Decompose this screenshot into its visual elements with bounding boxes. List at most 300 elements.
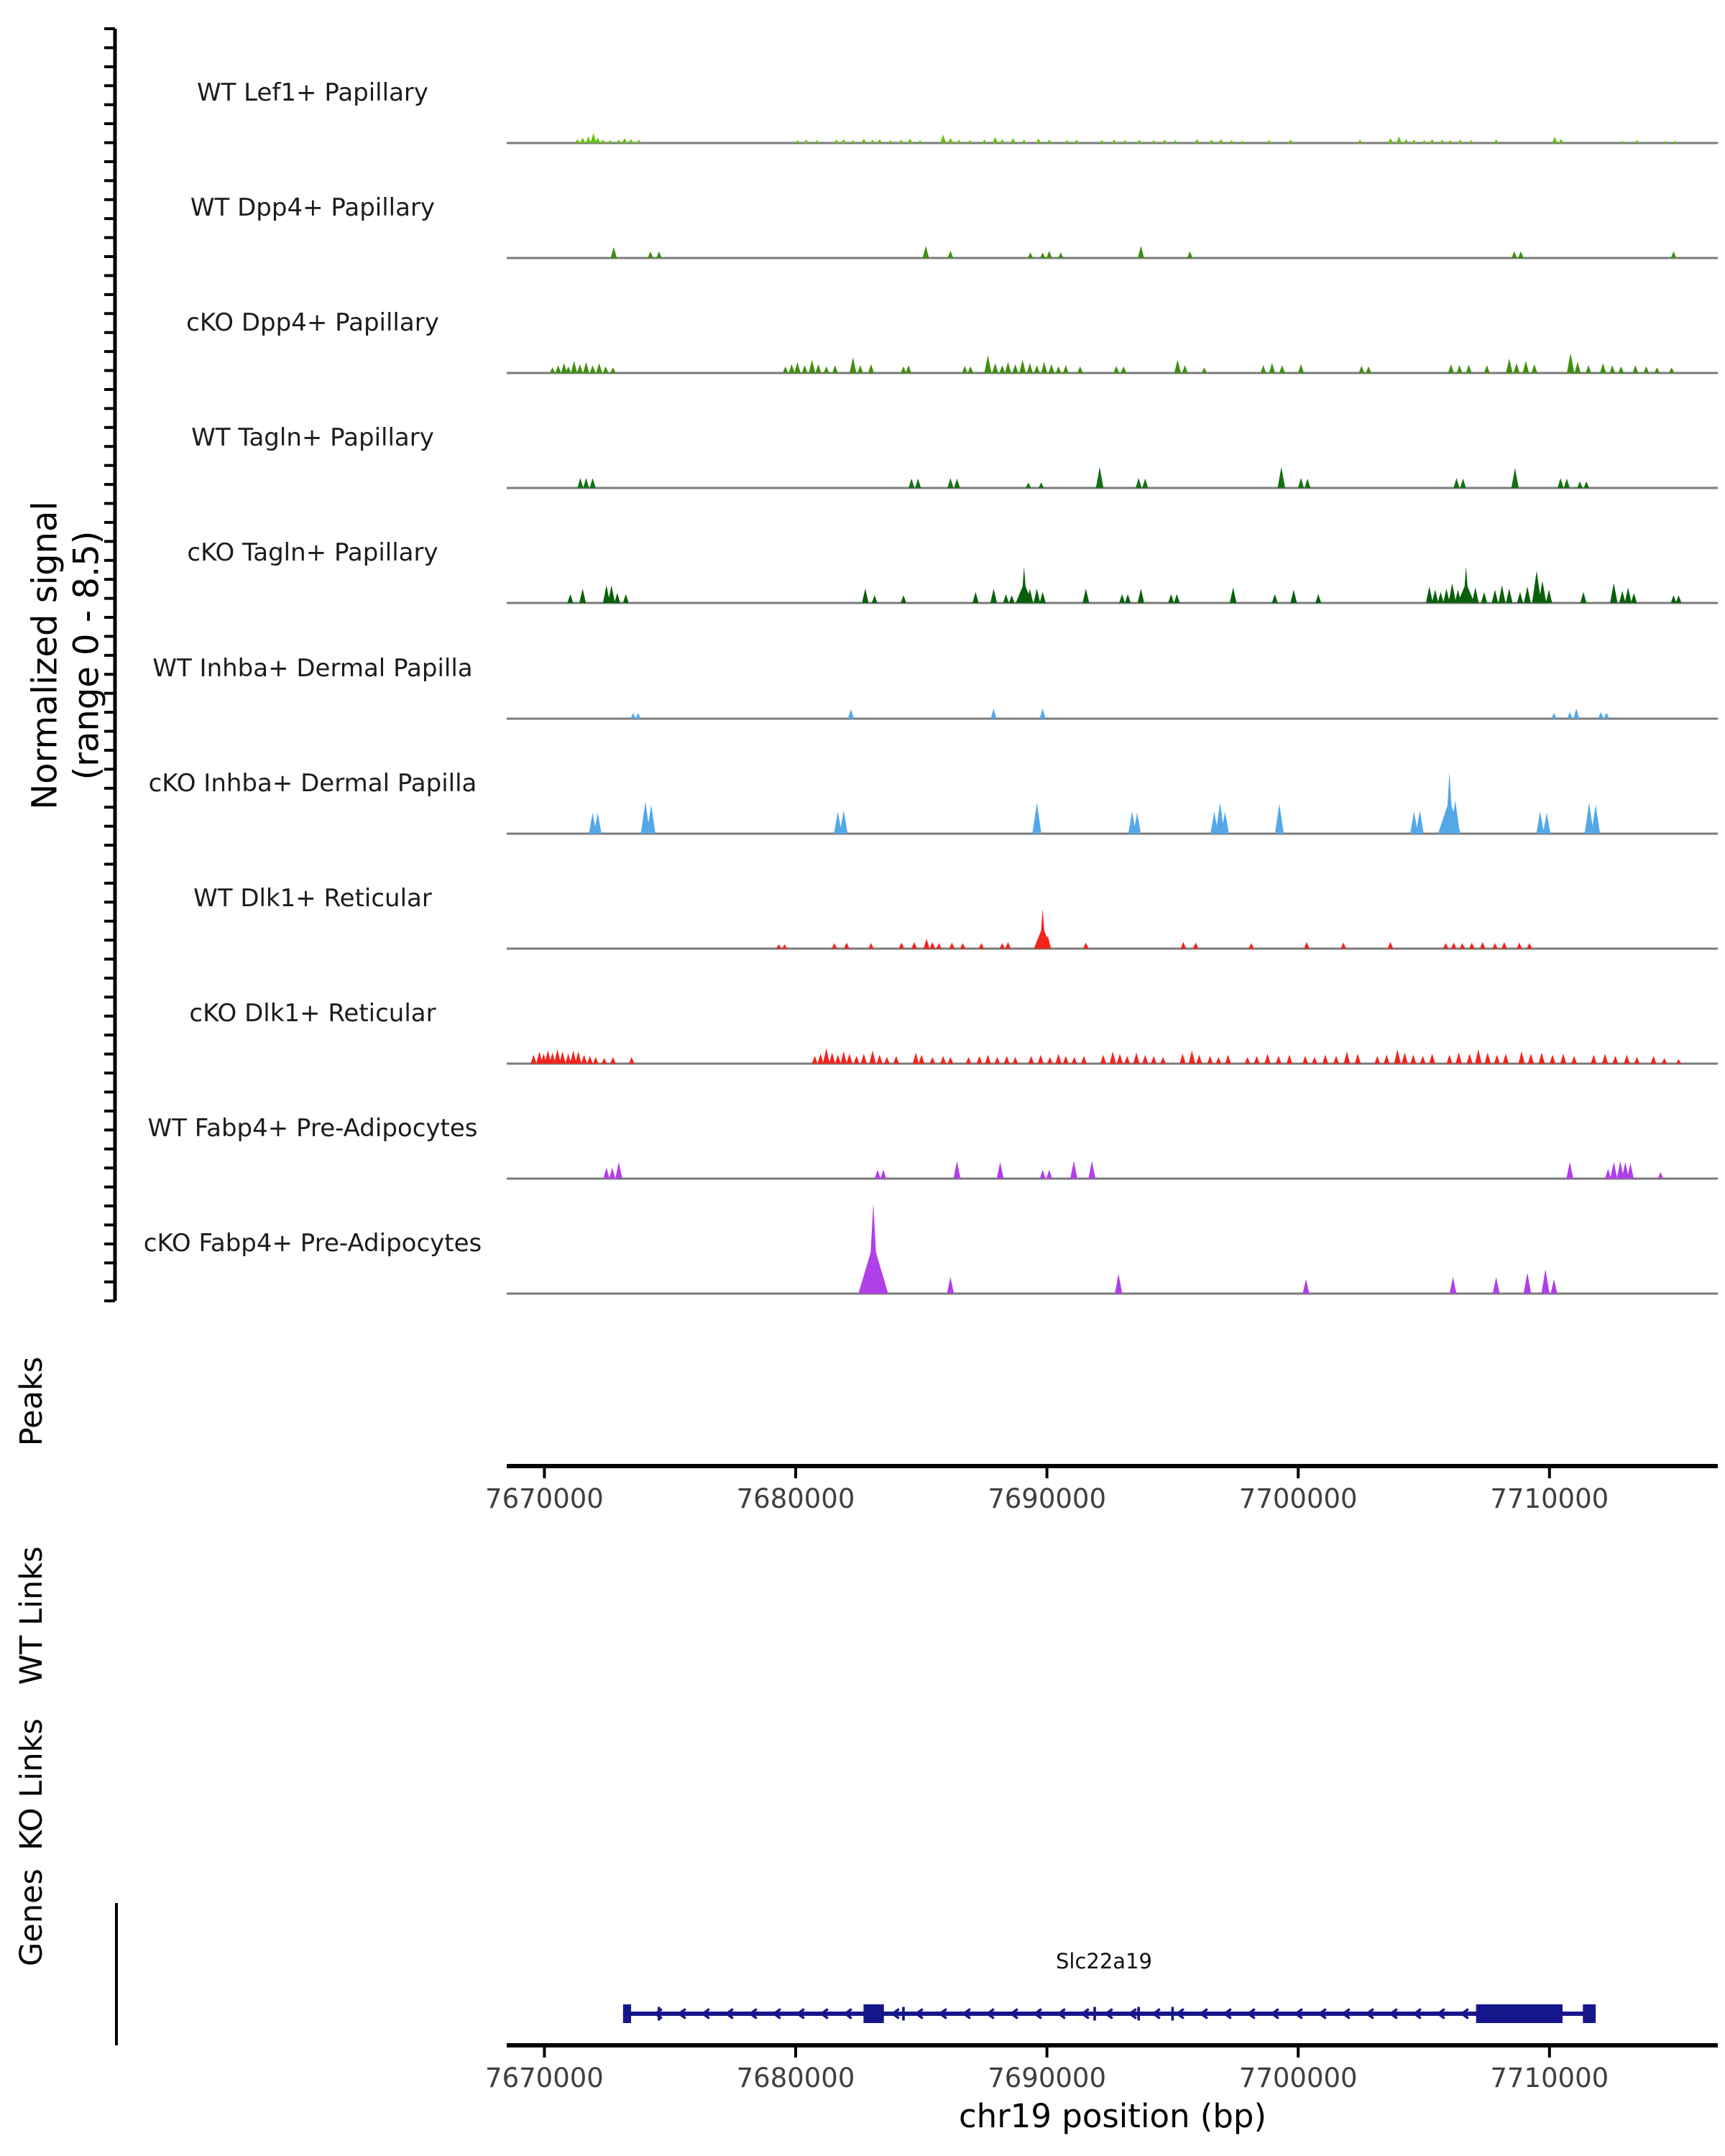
signal-peak bbox=[1196, 1055, 1202, 1064]
signal-peak bbox=[868, 943, 874, 949]
x-axis-title: chr19 position (bp) bbox=[958, 2097, 1267, 2135]
signal-peak bbox=[1558, 139, 1563, 143]
section-label-ko-links: KO Links bbox=[14, 1718, 50, 1851]
signal-peak bbox=[1119, 594, 1125, 603]
signal-peak bbox=[1366, 367, 1371, 373]
signal-peak bbox=[1142, 479, 1148, 488]
signal-peak bbox=[1055, 1054, 1061, 1064]
signal-peak bbox=[1125, 594, 1131, 603]
signal-peak bbox=[1416, 811, 1424, 834]
signal-peak bbox=[1524, 586, 1531, 603]
signal-peak bbox=[610, 1168, 616, 1179]
signal-peak bbox=[1333, 1056, 1339, 1064]
signal-peak bbox=[1302, 1056, 1308, 1064]
signal-peak bbox=[1539, 1053, 1545, 1064]
signal-peak bbox=[979, 943, 985, 949]
signal-peak bbox=[995, 1057, 1000, 1064]
signal-peak bbox=[861, 139, 866, 143]
signal-peak bbox=[804, 139, 809, 143]
signal-peak bbox=[1138, 246, 1144, 258]
signal-peak bbox=[1070, 1161, 1077, 1179]
track-label: WT Lef1+ Papillary bbox=[196, 78, 429, 107]
signal-peak bbox=[1546, 590, 1552, 603]
signal-peak bbox=[1651, 1056, 1657, 1064]
signal-peak bbox=[990, 589, 997, 603]
signal-peak bbox=[1524, 1273, 1532, 1294]
signal-peak bbox=[947, 251, 953, 258]
signal-peak bbox=[1272, 594, 1278, 603]
signal-peak bbox=[1609, 365, 1615, 373]
track-label: cKO Inhba+ Dermal Papilla bbox=[148, 769, 477, 798]
signal-peak bbox=[1466, 364, 1472, 373]
signal-peak bbox=[1046, 139, 1052, 143]
signal-peak bbox=[1420, 1056, 1426, 1064]
signal-peak bbox=[1605, 1169, 1611, 1179]
signal-peak bbox=[1151, 140, 1156, 143]
signal-peak bbox=[1275, 803, 1284, 834]
signal-peak bbox=[1676, 1059, 1681, 1064]
signal-peak bbox=[862, 589, 868, 603]
genes-axis-tick-label: 7700000 bbox=[1238, 2063, 1358, 2093]
signal-peak bbox=[561, 363, 567, 373]
signal-peak bbox=[877, 1055, 883, 1064]
track-label: cKO Tagln+ Papillary bbox=[187, 538, 438, 567]
signal-peak bbox=[861, 1054, 867, 1064]
signal-peak bbox=[1384, 1055, 1389, 1064]
gene-exon bbox=[1583, 2004, 1596, 2023]
signal-peak bbox=[579, 589, 586, 603]
signal-peak bbox=[1218, 139, 1223, 143]
signal-peak bbox=[1047, 1057, 1053, 1064]
signal-peak bbox=[893, 1056, 899, 1064]
signal-peak bbox=[869, 1051, 875, 1064]
signal-peak bbox=[1038, 1055, 1044, 1064]
signal-peak bbox=[1558, 478, 1563, 488]
signal-peak bbox=[1619, 591, 1626, 603]
signal-peak bbox=[1034, 589, 1040, 603]
signal-peak bbox=[1388, 942, 1394, 949]
signal-peak bbox=[1173, 140, 1178, 143]
signal-peak bbox=[1620, 141, 1625, 143]
signal-peak bbox=[1430, 139, 1435, 143]
signal-peak bbox=[1011, 138, 1016, 143]
signal-peak bbox=[1517, 943, 1522, 949]
section-label-wt-links: WT Links bbox=[14, 1546, 50, 1685]
signal-peak bbox=[1539, 581, 1547, 603]
signal-peak bbox=[1506, 589, 1512, 603]
signal-peak bbox=[530, 1055, 536, 1064]
signal-peak bbox=[1374, 1056, 1380, 1064]
peaks-axis-tick-label: 7700000 bbox=[1238, 1483, 1358, 1514]
signal-peak bbox=[870, 139, 875, 143]
signal-peak bbox=[1040, 252, 1046, 258]
signal-peak bbox=[1591, 1055, 1596, 1064]
signal-peak bbox=[1358, 366, 1364, 373]
y-axis-label bbox=[24, 501, 107, 809]
signal-peak bbox=[967, 367, 973, 373]
signal-peak bbox=[1551, 713, 1557, 719]
signal-peak bbox=[1518, 252, 1524, 258]
signal-peak bbox=[1240, 141, 1245, 143]
signal-peak bbox=[1266, 140, 1271, 143]
peaks-axis-tick-label: 7680000 bbox=[736, 1483, 855, 1514]
signal-peak bbox=[1039, 482, 1044, 488]
signal-peak bbox=[1468, 140, 1473, 143]
signal-peak bbox=[1039, 592, 1046, 603]
signal-peak bbox=[1542, 1269, 1550, 1294]
signal-peak bbox=[1276, 1056, 1282, 1064]
signal-peak bbox=[1675, 595, 1681, 603]
signal-peak bbox=[1063, 365, 1069, 373]
signal-peak bbox=[1142, 1055, 1148, 1064]
signal-peak bbox=[575, 139, 580, 143]
signal-peak bbox=[795, 140, 800, 143]
signal-peak bbox=[1503, 1054, 1509, 1064]
signal-peak bbox=[1040, 909, 1046, 949]
signal-peak bbox=[948, 138, 953, 143]
signal-peak bbox=[1669, 367, 1675, 373]
signal-peak bbox=[1458, 139, 1463, 143]
signal-peak bbox=[1202, 367, 1208, 373]
signal-peak bbox=[1305, 479, 1310, 488]
signal-peak bbox=[1168, 594, 1174, 603]
signal-peak bbox=[577, 478, 583, 488]
signal-peak bbox=[1422, 140, 1427, 143]
signal-peak bbox=[919, 1055, 924, 1064]
signal-peak bbox=[1229, 140, 1234, 143]
signal-peak bbox=[940, 134, 946, 143]
signal-peak bbox=[1631, 593, 1637, 603]
signal-peak bbox=[1312, 1057, 1317, 1064]
signal-peak bbox=[1189, 1051, 1195, 1064]
signal-peak bbox=[834, 139, 839, 143]
y-axis-label-line2: (range 0 - 8.5) bbox=[66, 530, 106, 780]
signal-peak bbox=[1182, 365, 1188, 373]
signal-peak bbox=[1032, 803, 1041, 834]
signal-peak bbox=[1644, 367, 1650, 373]
signal-peak bbox=[1100, 1055, 1106, 1064]
signal-peak bbox=[1322, 1055, 1328, 1064]
signal-peak bbox=[1493, 1277, 1500, 1294]
signal-peak bbox=[1440, 139, 1445, 143]
signal-peak bbox=[1472, 587, 1478, 603]
signal-peak bbox=[583, 478, 589, 488]
signal-peak bbox=[1663, 141, 1668, 143]
signal-peak bbox=[1261, 365, 1266, 373]
signal-peak bbox=[824, 367, 829, 373]
signal-peak bbox=[1448, 583, 1455, 603]
signal-peak bbox=[949, 943, 955, 949]
signal-peak bbox=[947, 478, 953, 488]
signal-peak bbox=[580, 137, 586, 143]
signal-peak bbox=[1277, 467, 1285, 488]
signal-peak bbox=[776, 944, 781, 949]
signal-peak bbox=[656, 252, 662, 258]
track-label: cKO Fabp4+ Pre-Adipocytes bbox=[143, 1229, 482, 1258]
signal-peak bbox=[1187, 252, 1193, 258]
signal-peak bbox=[908, 479, 914, 488]
signal-peak bbox=[937, 943, 942, 949]
signal-peak bbox=[1566, 1162, 1573, 1179]
signal-peak bbox=[1034, 365, 1040, 373]
signal-peak bbox=[1179, 1054, 1185, 1064]
signal-peak bbox=[832, 365, 838, 373]
signal-peak bbox=[812, 1056, 818, 1064]
signal-peak bbox=[1269, 363, 1275, 373]
signal-peak bbox=[1115, 1273, 1122, 1294]
signal-peak bbox=[1443, 943, 1449, 949]
signal-peak bbox=[1006, 942, 1011, 949]
signal-peak bbox=[847, 1054, 852, 1064]
track-label: cKO Dpp4+ Papillary bbox=[186, 308, 439, 337]
signal-peak bbox=[1528, 1054, 1534, 1064]
signal-peak bbox=[1074, 139, 1079, 143]
signal-peak bbox=[984, 355, 991, 373]
signal-peak bbox=[1021, 566, 1027, 603]
signal-peak bbox=[1028, 252, 1034, 258]
signal-peak bbox=[817, 1054, 823, 1064]
signal-peak bbox=[977, 1056, 983, 1064]
signal-peak bbox=[1039, 709, 1045, 719]
signal-peak bbox=[1567, 353, 1574, 373]
signal-peak bbox=[1460, 943, 1466, 949]
signal-peak bbox=[872, 595, 878, 603]
signal-peak bbox=[947, 1277, 954, 1294]
signal-peak bbox=[901, 367, 906, 373]
signal-peak bbox=[1655, 367, 1660, 373]
signal-peak bbox=[948, 1057, 954, 1064]
signal-peak bbox=[997, 1162, 1004, 1179]
signal-peak bbox=[1264, 1054, 1270, 1064]
signal-peak bbox=[1003, 594, 1009, 603]
signal-peak bbox=[1225, 1055, 1231, 1064]
signal-peak bbox=[814, 140, 819, 143]
signal-peak bbox=[616, 139, 621, 143]
signal-peak bbox=[1466, 1054, 1472, 1064]
signal-peak bbox=[1279, 365, 1285, 373]
gene-exon-tick bbox=[902, 2007, 905, 2021]
signal-peak bbox=[1029, 1056, 1034, 1064]
signal-peak bbox=[985, 1055, 990, 1064]
signal-peak bbox=[1137, 139, 1142, 143]
signal-peak bbox=[1514, 363, 1519, 373]
signal-peak bbox=[550, 367, 556, 373]
signal-peak bbox=[802, 365, 808, 373]
signal-peak bbox=[913, 1053, 919, 1064]
signal-peak bbox=[1036, 139, 1041, 143]
signal-peak bbox=[1174, 360, 1181, 373]
signal-peak bbox=[603, 1168, 610, 1179]
signal-peak bbox=[1358, 139, 1363, 143]
signal-peak bbox=[1181, 942, 1187, 949]
signal-peak bbox=[581, 1055, 587, 1064]
signal-peak bbox=[583, 362, 589, 373]
signal-peak bbox=[1049, 364, 1054, 373]
signal-peak bbox=[611, 247, 617, 258]
signal-peak bbox=[608, 585, 615, 603]
signal-peak bbox=[1523, 361, 1530, 373]
signal-peak bbox=[1512, 468, 1519, 488]
signal-peak bbox=[884, 1057, 890, 1064]
signal-peak bbox=[841, 139, 846, 143]
peaks-axis-tick-label: 7690000 bbox=[988, 1483, 1107, 1514]
signal-peak bbox=[1480, 942, 1486, 949]
signal-peak bbox=[1216, 1057, 1222, 1064]
signal-peak bbox=[1583, 482, 1589, 488]
signal-peak bbox=[1058, 252, 1064, 258]
signal-peak bbox=[1429, 1054, 1435, 1064]
signal-peak bbox=[1412, 139, 1417, 143]
signal-peak bbox=[1610, 1162, 1617, 1179]
signal-peak bbox=[898, 139, 903, 143]
signal-peak bbox=[1388, 138, 1393, 143]
signal-peak bbox=[570, 1051, 576, 1064]
signal-peak bbox=[1512, 252, 1517, 258]
track-label: WT Fabp4+ Pre-Adipocytes bbox=[147, 1114, 478, 1143]
signal-peak bbox=[844, 943, 850, 949]
signal-peak bbox=[1027, 363, 1033, 373]
signal-peak bbox=[1151, 1056, 1156, 1064]
signal-peak bbox=[923, 246, 929, 258]
signal-peak bbox=[898, 943, 904, 949]
signal-peak bbox=[957, 139, 962, 143]
signal-peak bbox=[1673, 141, 1678, 143]
signal-peak bbox=[1448, 364, 1454, 373]
signal-peak bbox=[1123, 140, 1128, 143]
signal-peak bbox=[1598, 712, 1604, 719]
signal-peak bbox=[1287, 1055, 1292, 1064]
signal-peak bbox=[1438, 592, 1444, 603]
section-label-peaks: Peaks bbox=[14, 1356, 50, 1447]
signal-peak bbox=[1302, 1279, 1309, 1294]
signal-peak bbox=[1671, 252, 1677, 258]
genes-axis-tick-label: 7680000 bbox=[736, 2063, 855, 2093]
peaks-axis-tick-label: 7670000 bbox=[485, 1483, 604, 1514]
signal-peak bbox=[1602, 1054, 1608, 1064]
signal-peak bbox=[593, 1057, 599, 1064]
track-label: WT Dlk1+ Reticular bbox=[193, 884, 432, 913]
signal-peak bbox=[610, 1057, 616, 1064]
signal-peak bbox=[1624, 587, 1631, 603]
signal-peak bbox=[1064, 140, 1070, 143]
signal-peak bbox=[1492, 943, 1498, 949]
signal-peak bbox=[1000, 139, 1005, 143]
signal-peak bbox=[850, 357, 856, 373]
signal-peak bbox=[1162, 139, 1167, 143]
signal-peak bbox=[1298, 364, 1304, 373]
signal-peak bbox=[648, 252, 653, 258]
signal-peak bbox=[1527, 943, 1532, 949]
signal-peak bbox=[966, 1057, 972, 1064]
signal-peak bbox=[1610, 583, 1617, 603]
signal-peak bbox=[1133, 1053, 1140, 1064]
signal-peak bbox=[1604, 713, 1609, 719]
signal-peak bbox=[1077, 367, 1083, 373]
signal-peak bbox=[1575, 362, 1581, 373]
signal-peak bbox=[1288, 139, 1293, 143]
signal-peak bbox=[1571, 1056, 1577, 1064]
signal-peak bbox=[1124, 1056, 1130, 1064]
signal-peak bbox=[962, 366, 967, 373]
signal-peak bbox=[823, 1048, 829, 1064]
signal-peak bbox=[556, 365, 561, 373]
signal-peak bbox=[1634, 140, 1639, 143]
signal-peak bbox=[1560, 1054, 1566, 1064]
signal-peak bbox=[880, 1170, 886, 1179]
signal-peak bbox=[602, 1058, 607, 1064]
signal-peak bbox=[1567, 712, 1573, 719]
gene-exon-tick bbox=[1093, 2007, 1096, 2021]
signal-peak bbox=[1248, 943, 1254, 949]
signal-peak bbox=[594, 813, 602, 834]
gene-exon bbox=[1476, 2004, 1563, 2023]
signal-peak bbox=[1564, 479, 1570, 488]
signal-peak bbox=[918, 140, 923, 143]
signal-peak bbox=[1426, 586, 1433, 603]
signal-peak bbox=[1394, 1049, 1401, 1064]
signal-peak bbox=[1298, 478, 1304, 488]
signal-peak bbox=[901, 595, 906, 603]
signal-peak bbox=[622, 138, 627, 143]
signal-peak bbox=[1290, 590, 1297, 603]
signal-peak bbox=[1402, 1053, 1408, 1064]
signal-peak bbox=[1624, 1055, 1629, 1064]
signal-peak bbox=[1536, 811, 1544, 834]
track-label: WT Inhba+ Dermal Papilla bbox=[152, 654, 473, 683]
signal-peak bbox=[636, 139, 641, 143]
signal-peak bbox=[1552, 137, 1558, 143]
signal-peak bbox=[848, 709, 854, 719]
signal-peak bbox=[566, 367, 571, 373]
signal-peak bbox=[1136, 478, 1141, 488]
signal-peak bbox=[1619, 367, 1624, 373]
signal-peak bbox=[1096, 467, 1104, 488]
signal-peak bbox=[1355, 1054, 1361, 1064]
signal-peak bbox=[1100, 140, 1105, 143]
signal-peak bbox=[1088, 1161, 1095, 1179]
signal-peak bbox=[577, 364, 583, 373]
signal-peak bbox=[1083, 943, 1089, 949]
signal-peak bbox=[1460, 479, 1466, 488]
signal-peak bbox=[1491, 590, 1498, 603]
signal-peak bbox=[782, 944, 787, 949]
track-label: cKO Dlk1+ Reticular bbox=[189, 999, 436, 1028]
signal-peak bbox=[1543, 813, 1551, 834]
signal-peak bbox=[929, 1057, 935, 1064]
signal-peak bbox=[635, 713, 641, 719]
signal-peak bbox=[1245, 1057, 1251, 1064]
signal-peak bbox=[1021, 139, 1026, 143]
signal-peak bbox=[1082, 589, 1089, 603]
signal-peak bbox=[1501, 942, 1507, 949]
signal-peak bbox=[596, 363, 602, 373]
signal-peak bbox=[940, 1056, 946, 1064]
signal-peak bbox=[1532, 364, 1537, 373]
signal-peak bbox=[1230, 587, 1236, 603]
signal-peak bbox=[835, 1055, 841, 1064]
signal-peak bbox=[630, 713, 636, 719]
signal-peak bbox=[857, 365, 863, 373]
signal-peak bbox=[1315, 594, 1321, 603]
signal-peak bbox=[1484, 1053, 1491, 1064]
signal-peak bbox=[1404, 139, 1409, 143]
signal-peak bbox=[1600, 363, 1606, 373]
signal-peak bbox=[1612, 1056, 1618, 1064]
signal-peak bbox=[1450, 1277, 1457, 1294]
signal-peak bbox=[1121, 367, 1126, 373]
signal-peak bbox=[1671, 595, 1677, 603]
signal-peak bbox=[1573, 709, 1579, 719]
